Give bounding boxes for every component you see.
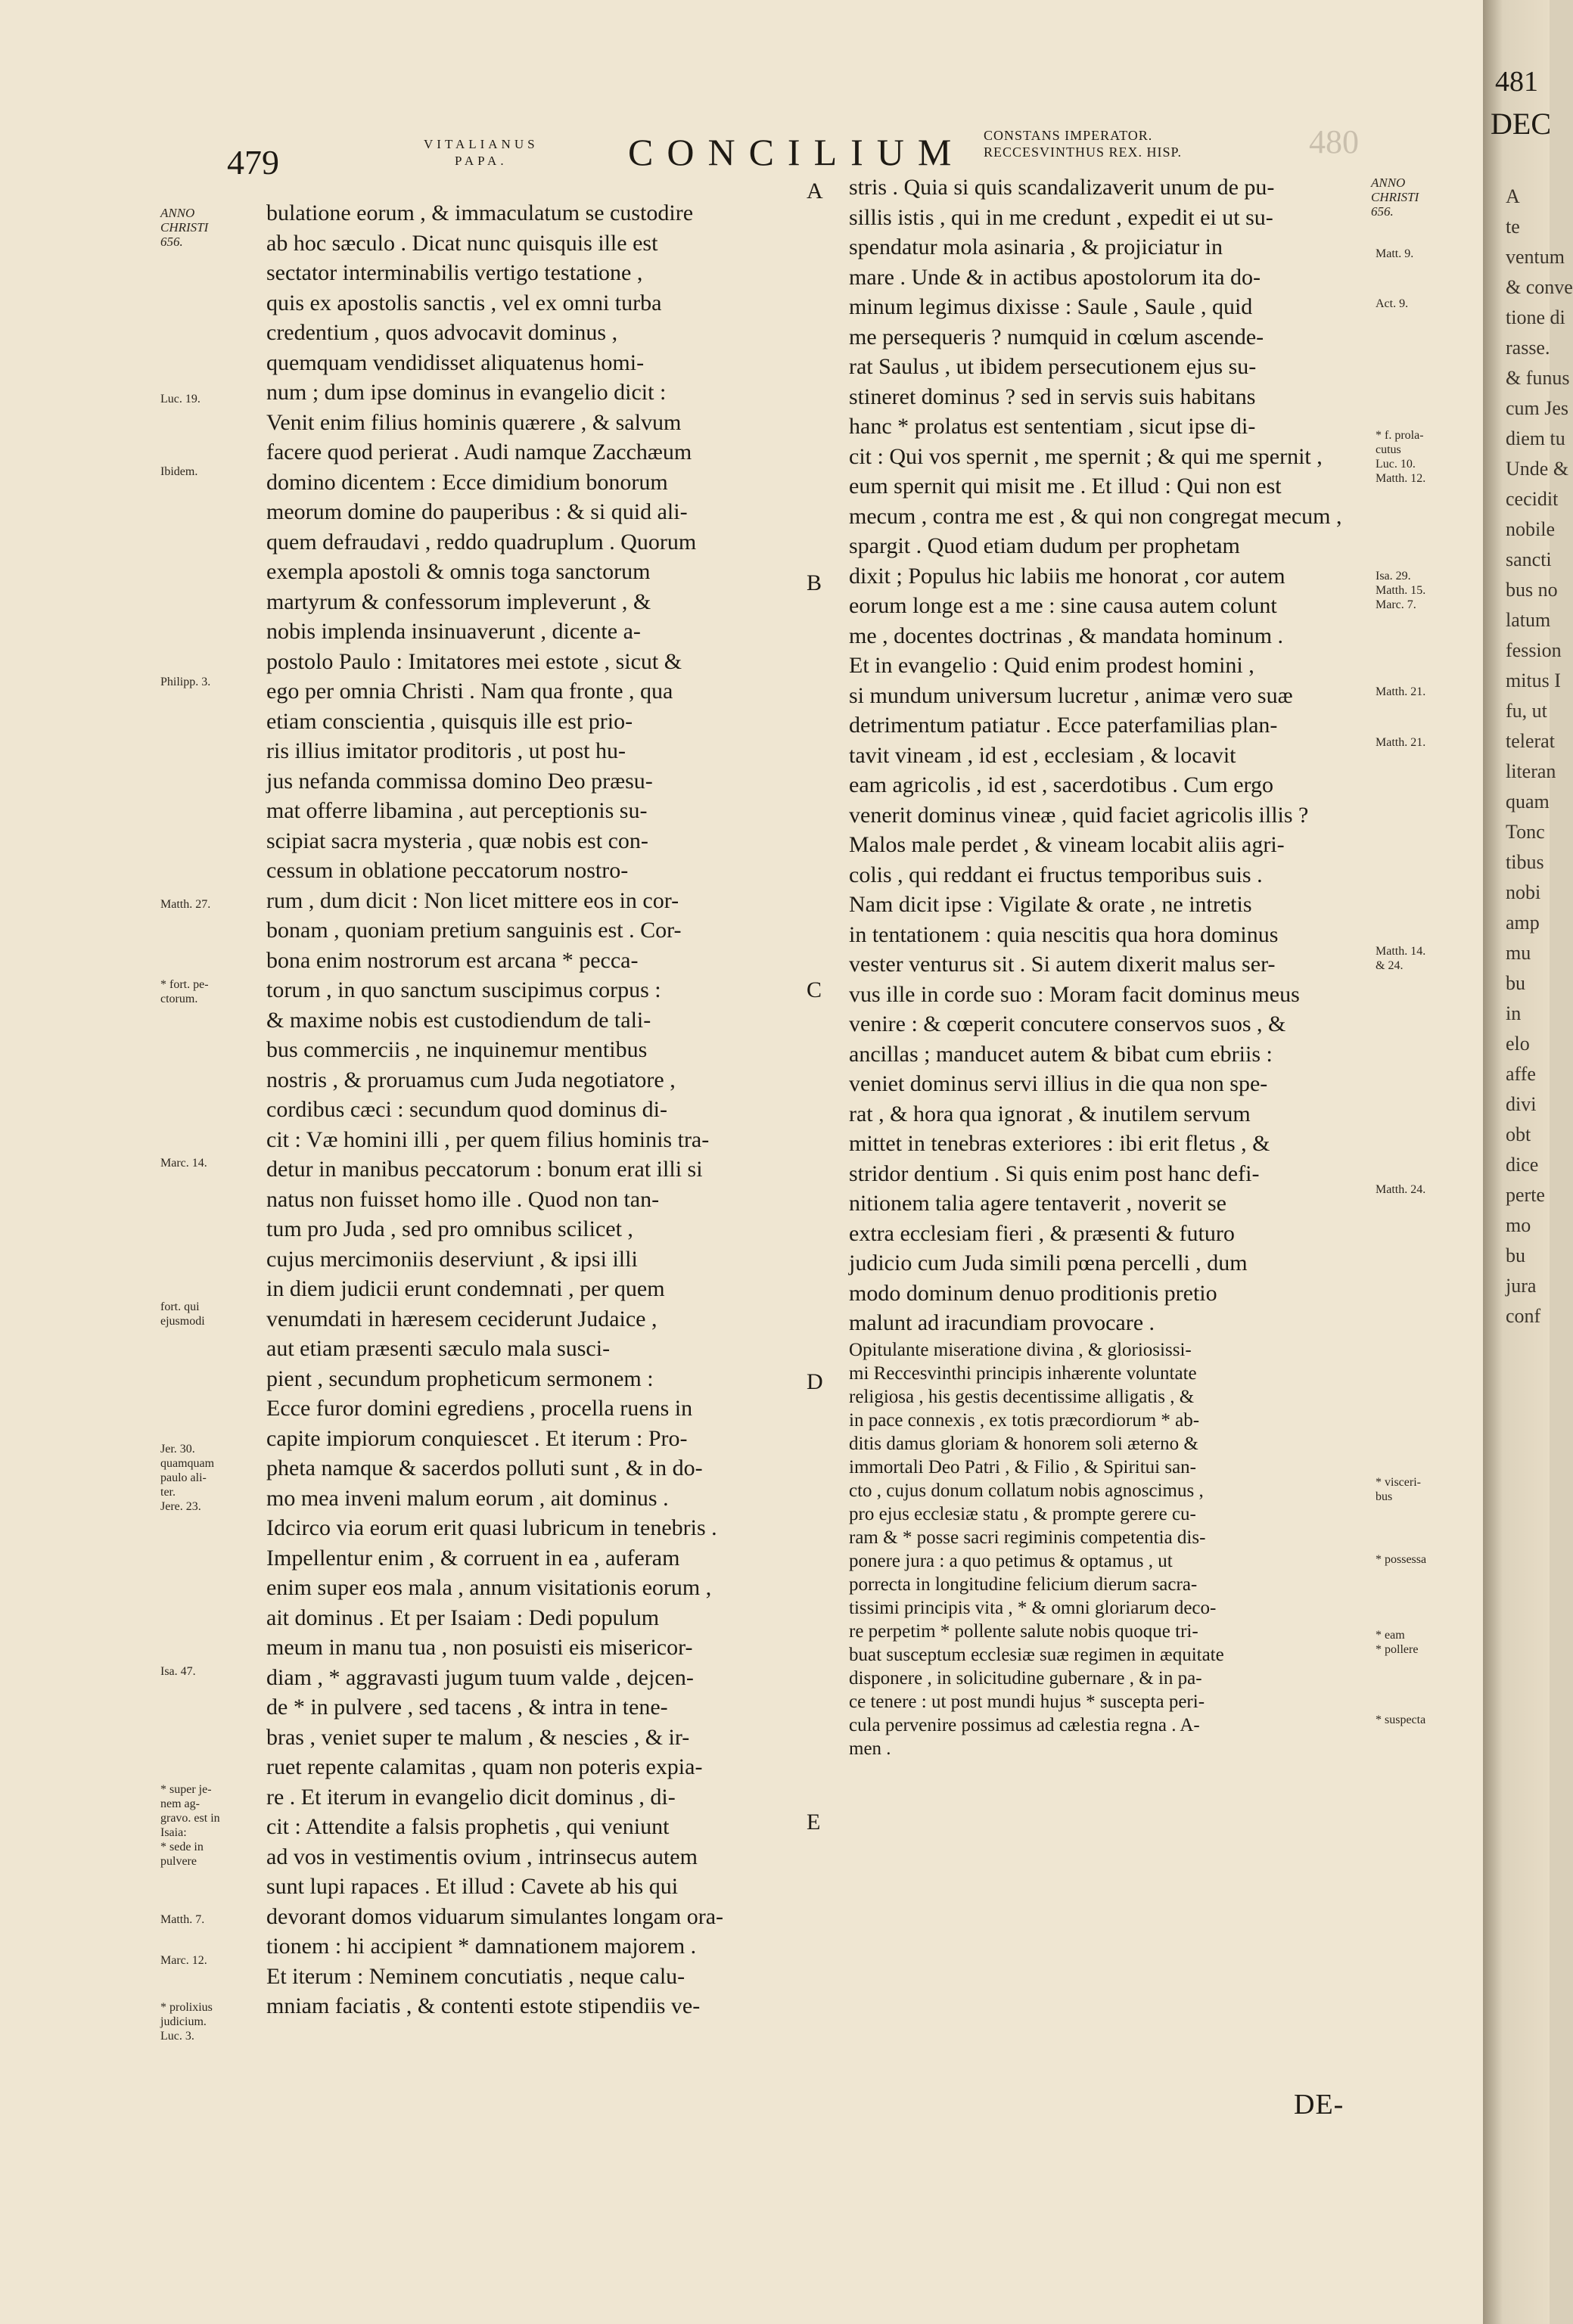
text-line: buat susceptum ecclesiæ suæ regimen in æquitate: [849, 1644, 1224, 1665]
text-line: veniet dominus servi illius in die qua non spe-: [849, 1071, 1268, 1096]
text-line: tissimi principis vita , * & omni gloriarum deco-: [849, 1597, 1217, 1618]
text-line: tionem : hi accipient * damnationem majorem .: [266, 1934, 697, 1959]
text-line: mare . Unde & in actibus apostolorum ita do-: [849, 264, 1261, 290]
text-line: sillis istis , qui in me credunt , expedit ei ut su-: [849, 204, 1273, 230]
text-line: detrimentum patiatur . Ecce paterfamilias plan-: [849, 713, 1278, 738]
text-line: cit : Qui vos spernit , me spernit ; & qui me spernit ,: [849, 443, 1323, 469]
text-line: Et in evangelio : Quid enim prodest homini ,: [849, 653, 1254, 678]
text-line: cto , cujus donum collatum nobis agnoscimus ,: [849, 1480, 1204, 1501]
text-line: Venit enim filius hominis quærere , & salvum: [266, 409, 682, 435]
text-line: rum , dum dicit : Non licet mittere eos in cor-: [266, 887, 679, 913]
text-line: extra ecclesiam fieri , & præsenti & futuro: [849, 1220, 1235, 1246]
page-number: 479: [227, 143, 279, 182]
text-line: bona enim nostrorum est arcana * pecca-: [266, 947, 639, 973]
text-line: spargit . Quod etiam dudum per prophetam: [849, 533, 1240, 558]
text-line: religiosa , his gestis decentissime alligatis , &: [849, 1386, 1195, 1407]
text-line: postolo Paulo : Imitatores mei estote , sicut &: [266, 648, 682, 674]
text-line: devorant domos viduarum simulantes longam ora-: [266, 1903, 724, 1929]
margin-note-right: Act. 9.: [1376, 297, 1409, 310]
margin-note-left: Matth. 27.: [160, 898, 211, 911]
text-line: si mundum universum lucretur , animæ vero suæ: [849, 682, 1293, 708]
section-letter: B: [807, 570, 822, 595]
running-head-right: [984, 127, 1182, 160]
section-letter: D: [807, 1369, 823, 1394]
text-line: nitionem talia agere tentaverit , noverit se: [849, 1191, 1226, 1216]
running-head-right-line: CONSTANS IMPERATOR.: [984, 128, 1153, 143]
text-line: ancillas ; manducet autem & bibat cum ebriis :: [849, 1041, 1273, 1067]
margin-note-right: Matth. 14. & 24.: [1376, 945, 1426, 972]
text-line: domino dicentem : Ecce dimidium bonorum: [266, 469, 668, 495]
text-line: pro ejus ecclesiæ statu , & prompte gerere cu-: [849, 1503, 1196, 1524]
text-line: ego per omnia Christi . Nam qua fronte , qua: [266, 679, 673, 704]
text-line: ris illius imitator proditoris , ut post hu-: [266, 738, 626, 763]
text-line: me persequeris ? numquid in cœlum ascende-: [849, 324, 1264, 350]
margin-note-right: * eam * pollere: [1376, 1629, 1419, 1656]
margin-note-right: * suspecta: [1376, 1713, 1426, 1726]
text-line: ad vos in vestimentis ovium , intrinsecus autem: [266, 1844, 698, 1869]
margin-note-left: Philipp. 3.: [160, 676, 211, 688]
margin-note-left: ANNO CHRISTI 656.: [160, 206, 209, 249]
margin-note-left: Jer. 30. quamquam paulo ali- ter. Jere. 23.: [160, 1443, 215, 1513]
text-line: bulatione eorum , & immaculatum se custodire: [266, 200, 694, 225]
margin-note-left: Luc. 19.: [160, 393, 201, 405]
text-line: quem defraudavi , reddo quadruplum . Quorum: [266, 529, 697, 555]
text-line: mat offerre libamina , aut perceptionis su-: [266, 798, 648, 823]
text-line: minum legimus dixisse : Saule , Saule , quid: [849, 294, 1253, 319]
text-line: venumdati in hæresem ceciderunt Judaice ,: [266, 1306, 657, 1331]
section-letter: E: [807, 1810, 821, 1835]
text-line: colis , qui reddant ei fructus temporibus suis .: [849, 862, 1263, 887]
text-line: enim super eos mala , annum visitationis eorum ,: [266, 1575, 712, 1600]
margin-note-left: Marc. 12.: [160, 1954, 207, 1967]
margin-note-right: ANNO CHRISTI 656.: [1371, 176, 1419, 219]
text-line: exempla apostoli & omnis toga sanctorum: [266, 559, 651, 584]
text-line: ponere jura : a quo petimus & optamus , ut: [849, 1550, 1173, 1571]
text-line: in diem judicii erunt condemnati , per quem: [266, 1276, 665, 1301]
text-line: hanc * prolatus est sententiam , sicut ipse di-: [849, 414, 1256, 439]
text-line: facere quod perierat . Audi namque Zacchæum: [266, 440, 692, 464]
text-line: cit : Attendite a falsis prophetis , qui veniunt: [266, 1814, 670, 1839]
text-line: nostris , & proruamus cum Juda negotiatore ,: [266, 1067, 676, 1092]
text-line: sunt lupi rapaces . Et illud : Cavete ab his qui: [266, 1874, 679, 1899]
text-line: porrecta in longitudine felicium dierum sacra-: [849, 1574, 1198, 1595]
text-line: pient , secundum propheticum sermonem :: [266, 1366, 654, 1391]
text-line: malunt ad iracundiam provocare .: [849, 1310, 1155, 1335]
text-line: pheta namque & sacerdos polluti sunt , & in do-: [266, 1456, 703, 1480]
margin-note-right: Matt. 9.: [1376, 247, 1414, 260]
text-line: cessum in oblatione peccatorum nostro-: [266, 858, 629, 883]
text-line: num ; dum ipse dominus in evangelio dicit :: [266, 380, 667, 405]
text-line: meorum domine do pauperibus : & si quid ali-: [266, 499, 688, 524]
margin-note-right: Isa. 29. Matth. 15. Marc. 7.: [1376, 570, 1426, 611]
text-line: credentium , quos advocavit dominus ,: [266, 320, 618, 345]
text-line: de * in pulvere , sed tacens , & intra in tene-: [266, 1695, 668, 1720]
margin-note-right: * visceri- bus: [1376, 1476, 1421, 1503]
text-line: rat , & hora qua ignorat , & inutilem servum: [849, 1101, 1251, 1126]
margin-note-left: Marc. 14.: [160, 1157, 207, 1170]
text-line: detur in manibus peccatorum : bonum erat illi si: [266, 1157, 703, 1182]
page-number-ghost: 480: [1309, 123, 1359, 160]
text-line: men .: [849, 1738, 891, 1759]
text-line: venerit dominus vineæ , quid faciet agricolis illis ?: [849, 802, 1309, 828]
text-line: bus commerciis , ne inquinemur mentibus: [266, 1037, 648, 1062]
margin-note-right: Matth. 21.: [1376, 736, 1426, 749]
text-line: cula pervenire possimus ad cælestia regna . A-: [849, 1714, 1200, 1735]
left-text-column: [266, 198, 823, 2021]
margin-note-left: * prolixius judicium. Luc. 3.: [160, 2001, 213, 2043]
text-line: stridor dentium . Si quis enim post hanc defi-: [849, 1160, 1260, 1186]
text-line: aut etiam præsenti sæculo mala susci-: [266, 1336, 611, 1361]
text-line: vus ille in corde suo : Moram facit dominus meus: [849, 981, 1300, 1007]
text-line: etiam conscientia , quisquis ille est prio-: [266, 708, 633, 734]
text-line: cordibus cæci : secundum quod dominus di-: [266, 1097, 667, 1122]
section-letter: A: [807, 179, 823, 204]
text-line: judicio cum Juda simili pœna percelli , dum: [849, 1251, 1248, 1275]
text-line: scipiat sacra mysteria , quæ nobis est con-: [266, 828, 648, 853]
margin-note-left: * fort. pe- ctorum.: [160, 978, 209, 1005]
text-line: Impellentur enim , & corruent in ea , auferam: [266, 1545, 680, 1571]
running-head-left-line: VITALIANUS: [424, 137, 539, 151]
right-text-column: [849, 172, 1394, 1760]
text-line: bonam , quoniam pretium sanguinis est . Cor-: [266, 918, 682, 943]
text-line: bras , veniet super te malum , & nescies , & ir-: [266, 1724, 690, 1750]
margin-note-right: Matth. 24.: [1376, 1183, 1426, 1196]
text-line: ruet repente calamitas , quam non poteris expia-: [266, 1754, 703, 1779]
text-line: in pace connexis , ex totis præcordiorum * ab-: [849, 1409, 1200, 1431]
text-line: ab hoc sæculo . Dicat nunc quisquis ille est: [266, 230, 658, 256]
text-line: Malos male perdet , & vineam locabit aliis agri-: [849, 832, 1285, 857]
text-line: quemquam vendidisset aliquatenus homi-: [266, 350, 645, 375]
text-line: ait dominus . Et per Isaiam : Dedi populum: [266, 1605, 660, 1630]
text-line: martyrum & confessorum impleverunt , &: [266, 589, 651, 614]
margin-note-right: * possessa: [1376, 1553, 1427, 1566]
text-line: mi Reccesvinthi principis inhærente voluntate: [849, 1362, 1197, 1384]
text-line: stineret dominus ? sed in servis suis habitans: [849, 384, 1256, 409]
text-line: mo mea inveni malum eorum , ait dominus .: [266, 1485, 669, 1511]
margin-note-right: Matth. 21.: [1376, 685, 1426, 698]
next-page-edge: [1483, 0, 1573, 2324]
text-line: cit : Væ homini illi , per quem filius hominis tra-: [266, 1126, 710, 1152]
text-line: eum spernit qui misit me . Et illud : Qui non est: [849, 474, 1282, 499]
margin-note-left: Isa. 47.: [160, 1665, 196, 1678]
text-line: meum in manu tua , non posuisti eis misericor-: [266, 1635, 693, 1660]
text-line: ce tenere : ut post mundi hujus * suscepta peri-: [849, 1691, 1205, 1712]
text-line: me , docentes doctrinas , & mandata hominum .: [849, 623, 1284, 648]
running-head-left: [424, 136, 539, 169]
text-line: nobis implenda insinuaverunt , dicente a-: [266, 619, 641, 644]
text-line: torum , in quo sanctum suscipimus corpus :: [266, 977, 661, 1002]
text-line: venire : & cœperit concutere conservos suos , &: [849, 1011, 1286, 1036]
text-line: stris . Quia si quis scandalizaverit unum de pu-: [849, 175, 1275, 200]
text-line: vester venturus sit . Si autem dixerit malus ser-: [849, 952, 1276, 977]
text-line: ditis damus gloriam & honorem soli æterno &: [849, 1433, 1198, 1454]
text-line: Idcirco via eorum erit quasi lubricum in tenebris .: [266, 1515, 717, 1540]
text-line: rat Saulus , ut ibidem persecutionem ejus su-: [849, 354, 1257, 379]
margin-note-left: Matth. 7.: [160, 1913, 205, 1926]
text-line: re . Et iterum in evangelio dicit dominus , di-: [266, 1784, 676, 1810]
text-line: spendatur mola asinaria , & projiciatur in: [849, 235, 1223, 259]
text-line: diam , * aggravasti jugum tuum valde , dejcen-: [266, 1664, 694, 1690]
running-head-left-line: PAPA.: [454, 154, 508, 168]
text-line: mecum , contra me est , & qui non congregat mecum ,: [849, 503, 1342, 529]
text-line: modo dominum denuo proditionis pretio: [849, 1280, 1217, 1306]
next-page-fragments: A te ventum & conve tione di rasse. & funus cum Jes diem tu Unde & cecidit nobile sancti bus no latum fession mitus I fu, ut telerat literan quam Tonc tibus nobi amp mu bu in elo affe divi obt dice perte mo bu jura conf: [1506, 185, 1573, 1327]
next-page-heading: DEC: [1491, 107, 1551, 141]
text-line: immortali Deo Patri , & Filio , & Spiritui san-: [849, 1456, 1197, 1477]
text-line: dixit ; Populus hic labiis me honorat , cor autem: [849, 563, 1285, 589]
text-line: mniam faciatis , & contenti estote stipendiis ve-: [266, 1993, 701, 2018]
section-letter: C: [807, 977, 822, 1002]
text-line: Nam dicit ipse : Vigilate & orate , ne intretis: [849, 892, 1252, 917]
text-line: in tentationem : quia nescitis qua hora dominus: [849, 921, 1279, 947]
text-line: eam agricolis , id est , sacerdotibus . Cum ergo: [849, 772, 1273, 797]
text-line: mittet in tenebras exteriores : ibi erit fletus , &: [849, 1131, 1270, 1156]
next-page-number: 481: [1495, 66, 1538, 98]
running-title: CONCILIUM: [628, 131, 965, 173]
margin-note-left: fort. qui ejusmodi: [160, 1300, 205, 1328]
text-line: Ecce furor domini egrediens , procella ruens in: [266, 1396, 693, 1421]
text-line: re perpetim * pollente salute nobis quoque tri-: [849, 1620, 1198, 1642]
text-line: capite impiorum conquiescet . Et iterum : Pro-: [266, 1425, 688, 1451]
text-line: ram & * posse sacri regiminis competentia dis-: [849, 1527, 1206, 1548]
running-head-right-line: RECCESVINTHUS REX. HISP.: [984, 144, 1183, 160]
text-line: jus nefanda commissa domino Deo præsu-: [266, 768, 653, 794]
margin-note-left: Ibidem.: [160, 465, 198, 478]
text-line: eorum longe est a me : sine causa autem colunt: [849, 593, 1277, 618]
margin-note-right: * f. prola- cutus Luc. 10. Matth. 12.: [1376, 429, 1426, 485]
text-line: quis ex apostolis sanctis , vel ex omni turba: [266, 290, 662, 315]
text-line: Opitulante miseratione divina , & gloriosissi-: [849, 1339, 1192, 1360]
margin-note-left: * super je- nem ag- gravo. est in Isaia: * sede in pulvere: [160, 1783, 220, 1868]
catchword: DE-: [1294, 2089, 1345, 2120]
text-line: sectator interminabilis vertigo testatione ,: [266, 260, 643, 285]
text-line: natus non fuisset homo ille . Quod non tan-: [266, 1186, 660, 1212]
text-line: & maxime nobis est custodiendum de tali-: [266, 1007, 651, 1033]
text-line: Et iterum : Neminem concutiatis , neque calu-: [266, 1963, 685, 1989]
text-line: disponere , in solicitudine gubernare , & in pa-: [849, 1667, 1202, 1689]
text-line: tavit vineam , id est , ecclesiam , & locavit: [849, 742, 1236, 768]
text-line: tum pro Juda , sed pro omnibus scilicet ,: [266, 1216, 633, 1241]
text-line: cujus mercimoniis deserviunt , & ipsi illi: [266, 1246, 638, 1272]
